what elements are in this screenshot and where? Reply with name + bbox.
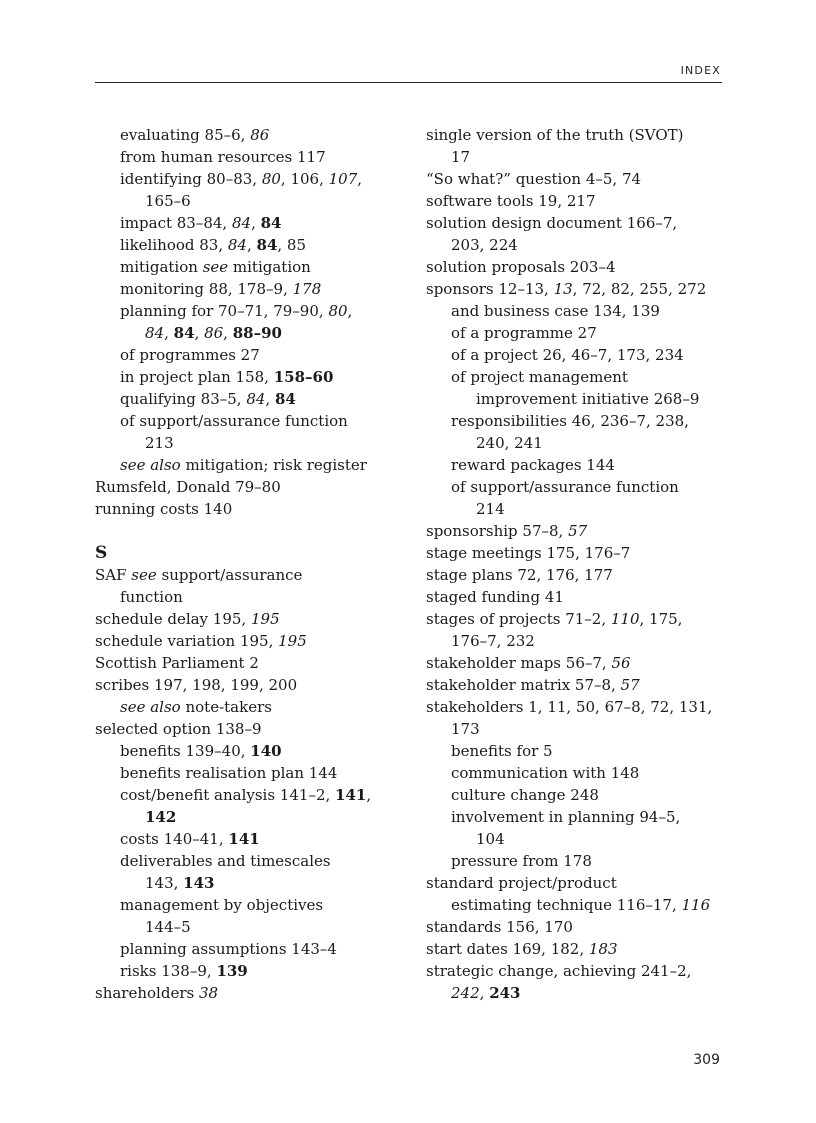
index-line: impact 83–84, 84, 84 xyxy=(120,214,282,232)
index-line: schedule delay 195, 195 xyxy=(95,610,280,628)
index-line: reward packages 144 xyxy=(451,456,615,474)
index-entries-r xyxy=(95,124,407,520)
index-line: of a programme 27 xyxy=(451,324,597,342)
index-line: shareholders 38 xyxy=(95,984,219,1002)
index-line: 84, 84, 86, 88–90 xyxy=(145,324,282,342)
index-line: Scottish Parliament 2 xyxy=(95,654,259,672)
index-line: of support/assurance function xyxy=(451,478,679,496)
index-line: communication with 148 xyxy=(451,764,640,782)
index-line: cost/benefit analysis 141–2, 141, xyxy=(120,786,372,804)
header-rule xyxy=(95,82,722,83)
index-line: schedule variation 195, 195 xyxy=(95,632,307,650)
index-line: stakeholders 1, 11, 50, 67–8, 72, 131, xyxy=(426,698,713,716)
index-line: 143, 143 xyxy=(145,874,215,892)
index-line: of programmes 27 xyxy=(120,346,260,364)
index-line: 240, 241 xyxy=(476,434,543,452)
section-letter: S xyxy=(95,543,108,563)
index-line: of a project 26, 46–7, 173, 234 xyxy=(451,346,684,364)
index-line: stakeholder maps 56–7, 56 xyxy=(426,654,631,672)
index-line: involvement in planning 94–5, xyxy=(451,808,681,826)
index-line: strategic change, achieving 241–2, xyxy=(426,962,692,980)
index-line: software tools 19, 217 xyxy=(426,192,596,210)
index-line: monitoring 88, 178–9, 178 xyxy=(120,280,322,298)
index-line: benefits 139–40, 140 xyxy=(120,742,282,760)
index-line: start dates 169, 182, 183 xyxy=(426,940,618,958)
page-number: 309 xyxy=(693,1052,720,1068)
index-line: stages of projects 71–2, 110, 175, xyxy=(426,610,683,628)
index-line: standard project/product xyxy=(426,874,617,892)
index-line: from human resources 117 xyxy=(120,148,326,166)
index-line: planning assumptions 143–4 xyxy=(120,940,337,958)
index-line: 144–5 xyxy=(145,918,191,936)
index-line: see also mitigation; risk register xyxy=(120,456,367,474)
index-line: in project plan 158, 158–60 xyxy=(120,368,334,386)
index-line: selected option 138–9 xyxy=(95,720,262,738)
index-line: 165–6 xyxy=(145,192,191,210)
index-line: 213 xyxy=(145,434,174,452)
index-column-left xyxy=(95,124,407,1004)
index-line: 17 xyxy=(451,148,471,166)
index-line: standards 156, 170 xyxy=(426,918,573,936)
index-line: responsibilities 46, 236–7, 238, xyxy=(451,412,689,430)
index-line: qualifying 83–5, 84, 84 xyxy=(120,390,296,408)
index-line: scribes 197, 198, 199, 200 xyxy=(95,676,298,694)
index-line: costs 140–41, 141 xyxy=(120,830,260,848)
index-line: see also note-takers xyxy=(120,698,272,716)
index-line: SAF see support/assurance xyxy=(95,566,303,584)
index-line: improvement initiative 268–9 xyxy=(476,390,700,408)
index-line: identifying 80–83, 80, 106, 107, xyxy=(120,170,363,188)
index-column-right xyxy=(426,124,738,1004)
index-line: evaluating 85–6, 86 xyxy=(120,126,270,144)
index-line: running costs 140 xyxy=(95,500,233,518)
index-line: sponsors 12–13, 13, 72, 82, 255, 272 xyxy=(426,280,707,298)
index-line: benefits for 5 xyxy=(451,742,553,760)
index-line: stakeholder matrix 57–8, 57 xyxy=(426,676,640,694)
index-line: risks 138–9, 139 xyxy=(120,962,248,980)
index-entries-s-continued xyxy=(426,124,738,1004)
index-line: management by objectives xyxy=(120,896,324,914)
index-entries-s xyxy=(95,564,407,1004)
index-line: pressure from 178 xyxy=(451,852,592,870)
index-line: benefits realisation plan 144 xyxy=(120,764,338,782)
index-line: Rumsfeld, Donald 79–80 xyxy=(95,478,281,496)
index-line: likelihood 83, 84, 84, 85 xyxy=(120,236,307,254)
index-line: deliverables and timescales xyxy=(120,852,331,870)
index-line: “So what?” question 4–5, 74 xyxy=(426,170,642,188)
index-line: staged funding 41 xyxy=(426,588,564,606)
index-line: culture change 248 xyxy=(451,786,599,804)
index-line: of project management xyxy=(451,368,628,386)
index-line: solution design document 166–7, xyxy=(426,214,678,232)
index-line: planning for 70–71, 79–90, 80, xyxy=(120,302,353,320)
index-line: sponsorship 57–8, 57 xyxy=(426,522,588,540)
index-line: 104 xyxy=(476,830,505,848)
index-line: of support/assurance function xyxy=(120,412,348,430)
index-line: stage plans 72, 176, 177 xyxy=(426,566,613,584)
index-line: 203, 224 xyxy=(451,236,518,254)
index-line: stage meetings 175, 176–7 xyxy=(426,544,631,562)
index-line: 242, 243 xyxy=(451,984,521,1002)
index-line: mitigation see mitigation xyxy=(120,258,311,276)
index-line: solution proposals 203–4 xyxy=(426,258,616,276)
index-line: 176–7, 232 xyxy=(451,632,535,650)
index-line: single version of the truth (SVOT) xyxy=(426,126,684,144)
index-line: function xyxy=(120,588,183,606)
index-line: 142 xyxy=(145,808,177,826)
running-head: INDEX xyxy=(680,64,721,77)
index-line: and business case 134, 139 xyxy=(451,302,660,320)
index-line: 214 xyxy=(476,500,505,518)
index-line: 173 xyxy=(451,720,480,738)
index-line: estimating technique 116–17, 116 xyxy=(451,896,711,914)
